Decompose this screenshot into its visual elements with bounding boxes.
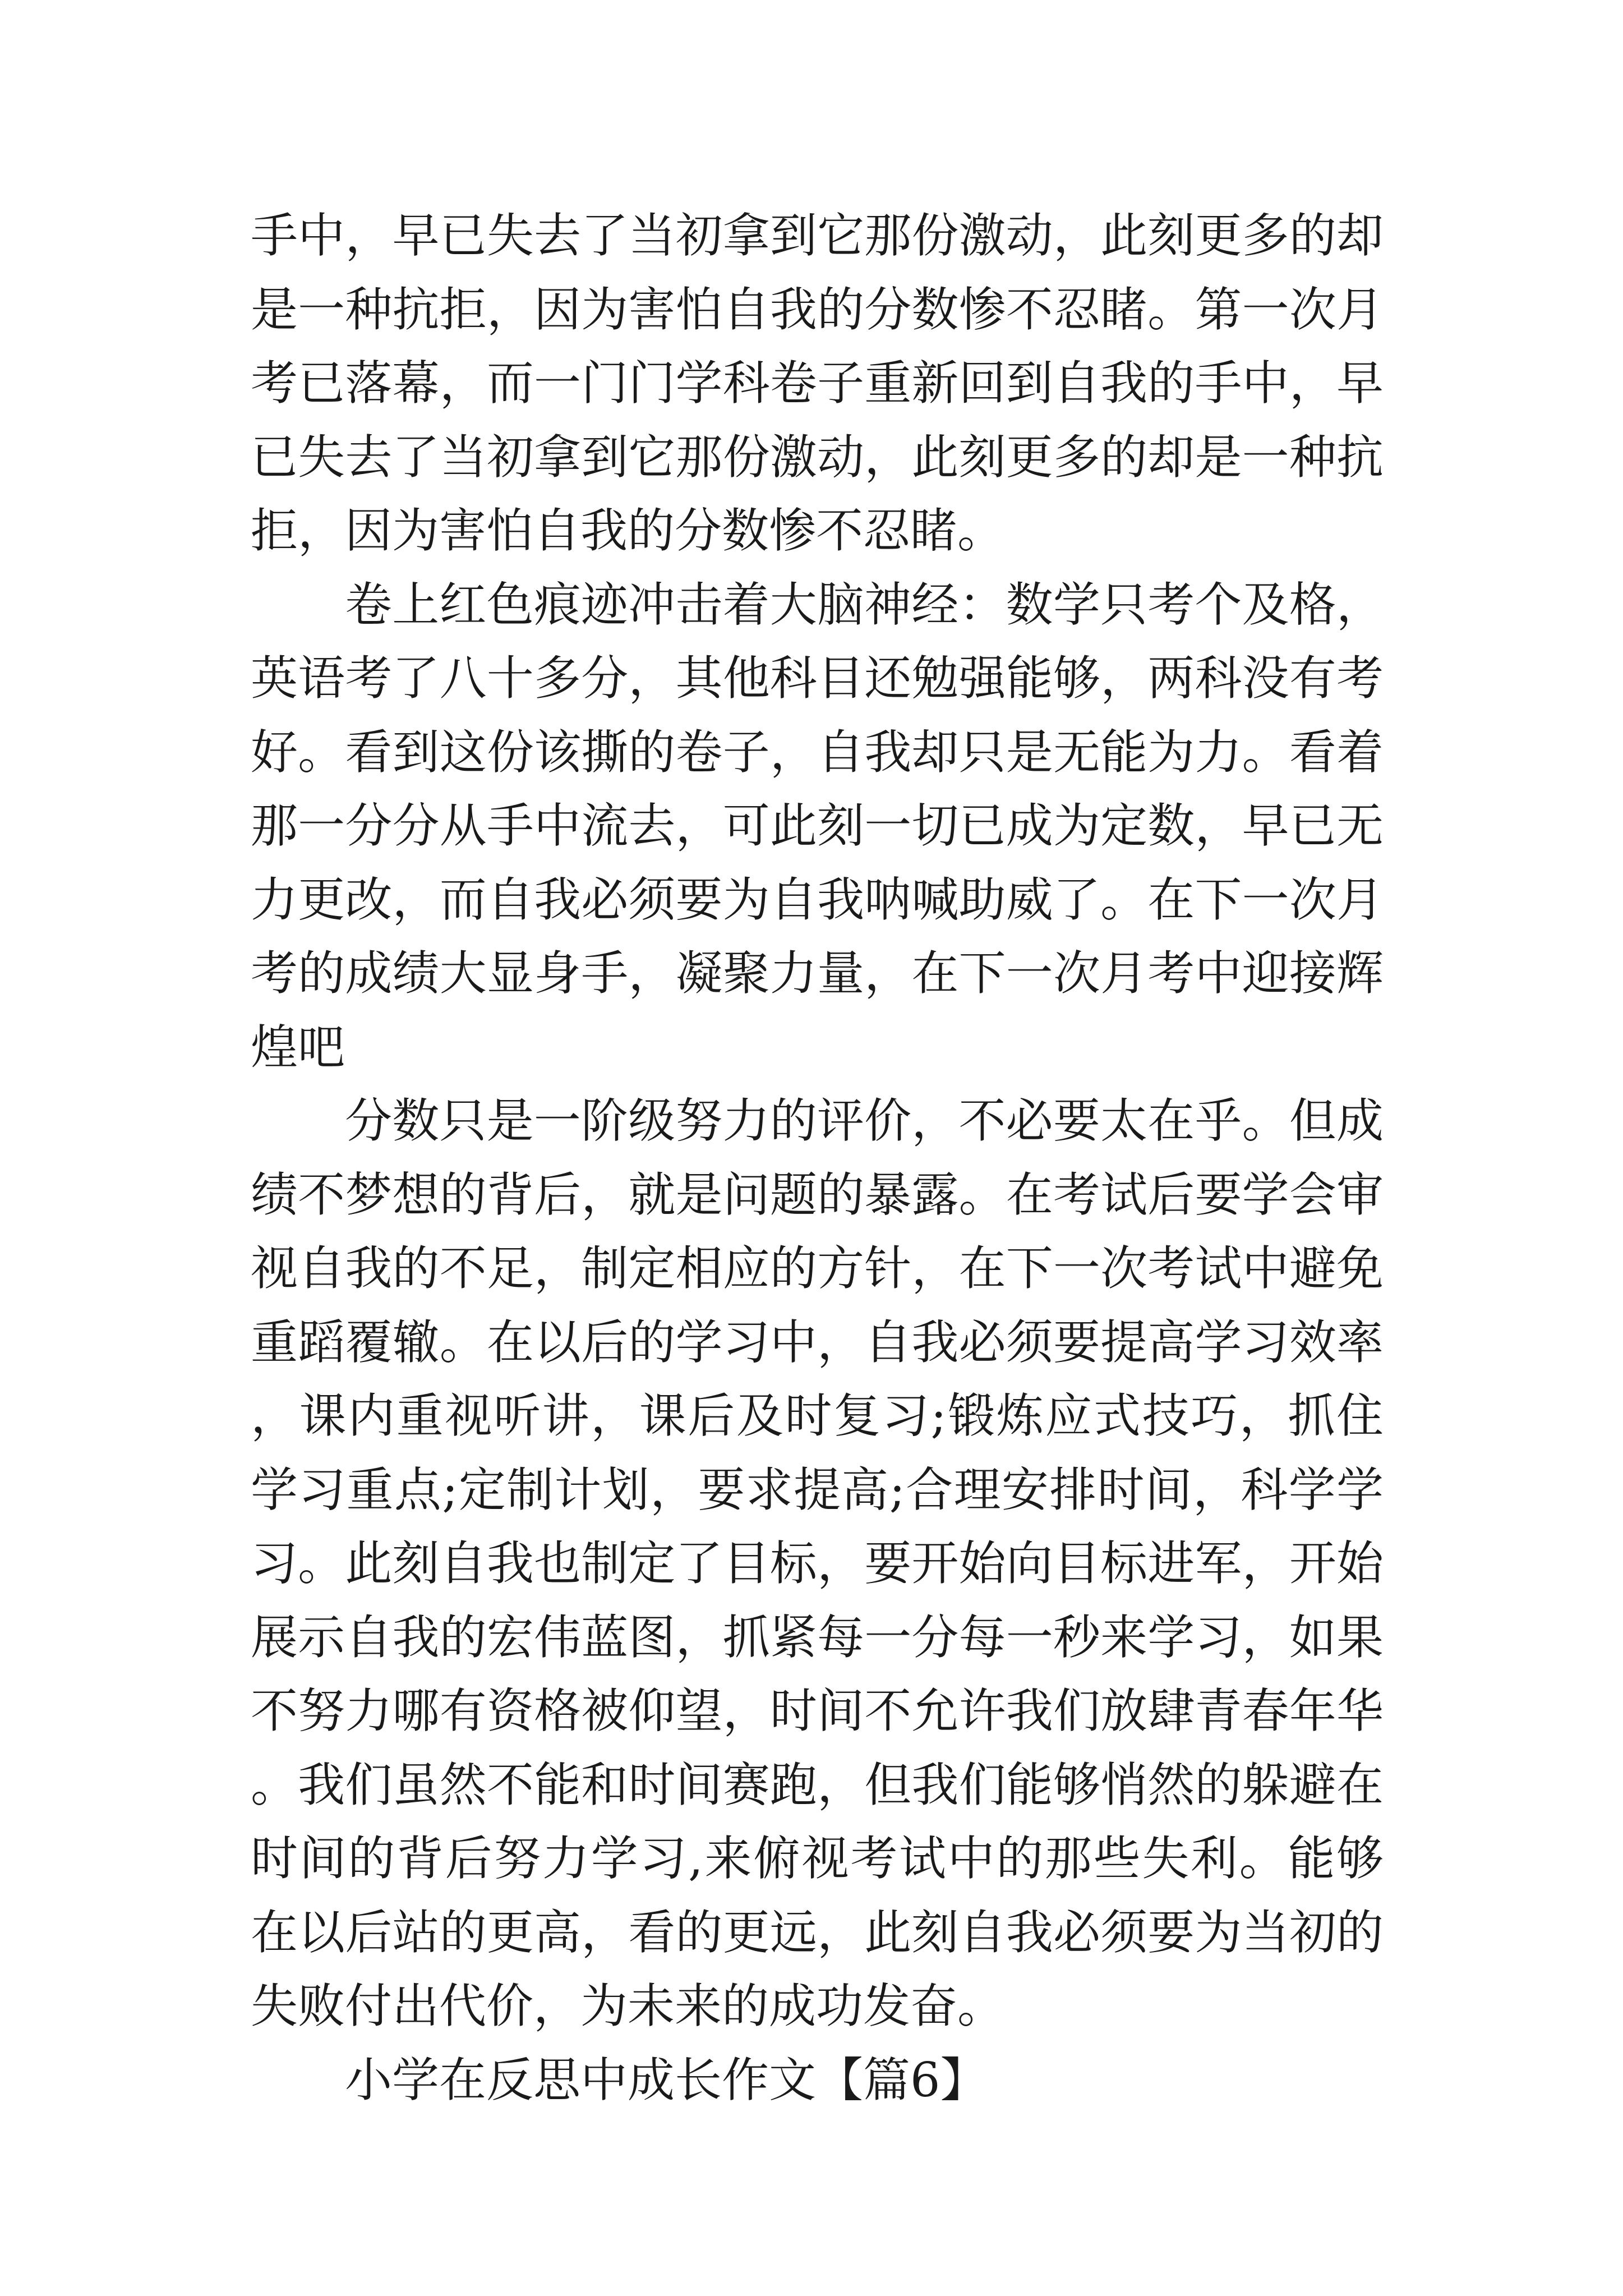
document-body bbox=[251, 199, 1384, 2117]
paragraph-3: 分数只是一阶级努力的评价，不必要太在乎。但成绩不梦想的背后，就是问题的暴露。在考试后要学会审视自我的不足，制定相应的方针，在下一次考试中避免重蹈覆辙。在以后的学习中，自我必须要提高学习效率，课内重视听讲，课后及时复习;锻炼应式技巧，抓住学习重点;定制计划，要求提高;合理安排时间，科学学习。此刻自我也制定了目标，要开始向目标进军，开始展示自我的宏伟蓝图，抓紧每一分每一秒来学习，如果不努力哪有资格被仰望，时间不允许我们放肆青春年华。我们虽然不能和时间赛跑，但我们能够悄然的躲避在时间的背后努力学习,来俯视考试中的那些失利。能够在以后站的更高，看的更远，此刻自我必须要为当初的失败付出代价，为未来的成功发奋。 bbox=[251, 1093, 1384, 2033]
section-heading: 小学在反思中成长作文【篇6】 bbox=[345, 2052, 988, 2108]
paragraph-1: 手中，早已失去了当初拿到它那份激动，此刻更多的却是一种抗拒，因为害怕自我的分数惨不忍睹。第一次月考已落幕，而一门门学科卷子重新回到自我的手中，早已失去了当初拿到它那份激动，此刻更多的却是一种抗拒，因为害怕自我的分数惨不忍睹。 bbox=[251, 208, 1384, 558]
paragraph-2: 卷上红色痕迹冲击着大脑神经：数学只考个及格，英语考了八十多分，其他科目还勉强能够，两科没有考好。看到这份该撕的卷子，自我却只是无能为力。看着那一分分从手中流去，可此刻一切已成为定数，早已无力更改，而自我必须要为自我呐喊助威了。在下一次月考的成绩大显身手，凝聚力量，在下一次月考中迎接辉煌吧 bbox=[251, 577, 1384, 1075]
